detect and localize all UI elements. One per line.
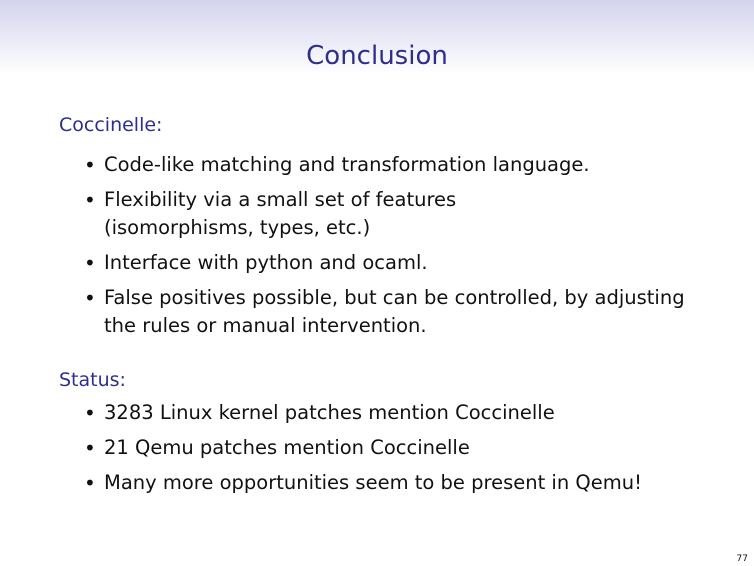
- bullet-item: [104, 186, 724, 242]
- page-number: 77: [736, 554, 748, 564]
- bullet-item: [104, 284, 724, 340]
- bullet-line: Flexibility via a small set of features: [104, 188, 457, 211]
- bullet-item: [104, 151, 724, 179]
- bullet-line: False positives possible, but can be controlled, by adjusting: [104, 286, 685, 309]
- bullet-dot-icon: •: [84, 471, 96, 495]
- bullet-dot-icon: •: [84, 286, 96, 310]
- bullet-line: Code-like matching and transformation language.: [104, 153, 590, 176]
- bullet-dot-icon: •: [84, 436, 96, 460]
- bullet-line: Many more opportunities seem to be present in Qemu!: [104, 471, 642, 494]
- bullet-item: [104, 399, 724, 427]
- bullet-dot-icon: •: [84, 251, 96, 275]
- bullet-line: (isomorphisms, types, etc.): [104, 216, 371, 239]
- bullet-dot-icon: •: [84, 188, 96, 212]
- bullet-line: Interface with python and ocaml.: [104, 251, 428, 274]
- slide-title: Conclusion: [306, 41, 448, 71]
- section-heading-status: Status:: [59, 369, 126, 391]
- section-heading-coccinelle: Coccinelle:: [59, 114, 163, 136]
- bullet-line: 21 Qemu patches mention Coccinelle: [104, 436, 470, 459]
- bullet-item: [104, 434, 724, 462]
- bullet-item: [104, 469, 724, 497]
- bullet-dot-icon: •: [84, 401, 96, 425]
- bullet-line: 3283 Linux kernel patches mention Coccinelle: [104, 401, 555, 424]
- bullet-line: the rules or manual intervention.: [104, 314, 427, 337]
- bullet-item: [104, 249, 724, 277]
- bullet-dot-icon: •: [84, 153, 96, 177]
